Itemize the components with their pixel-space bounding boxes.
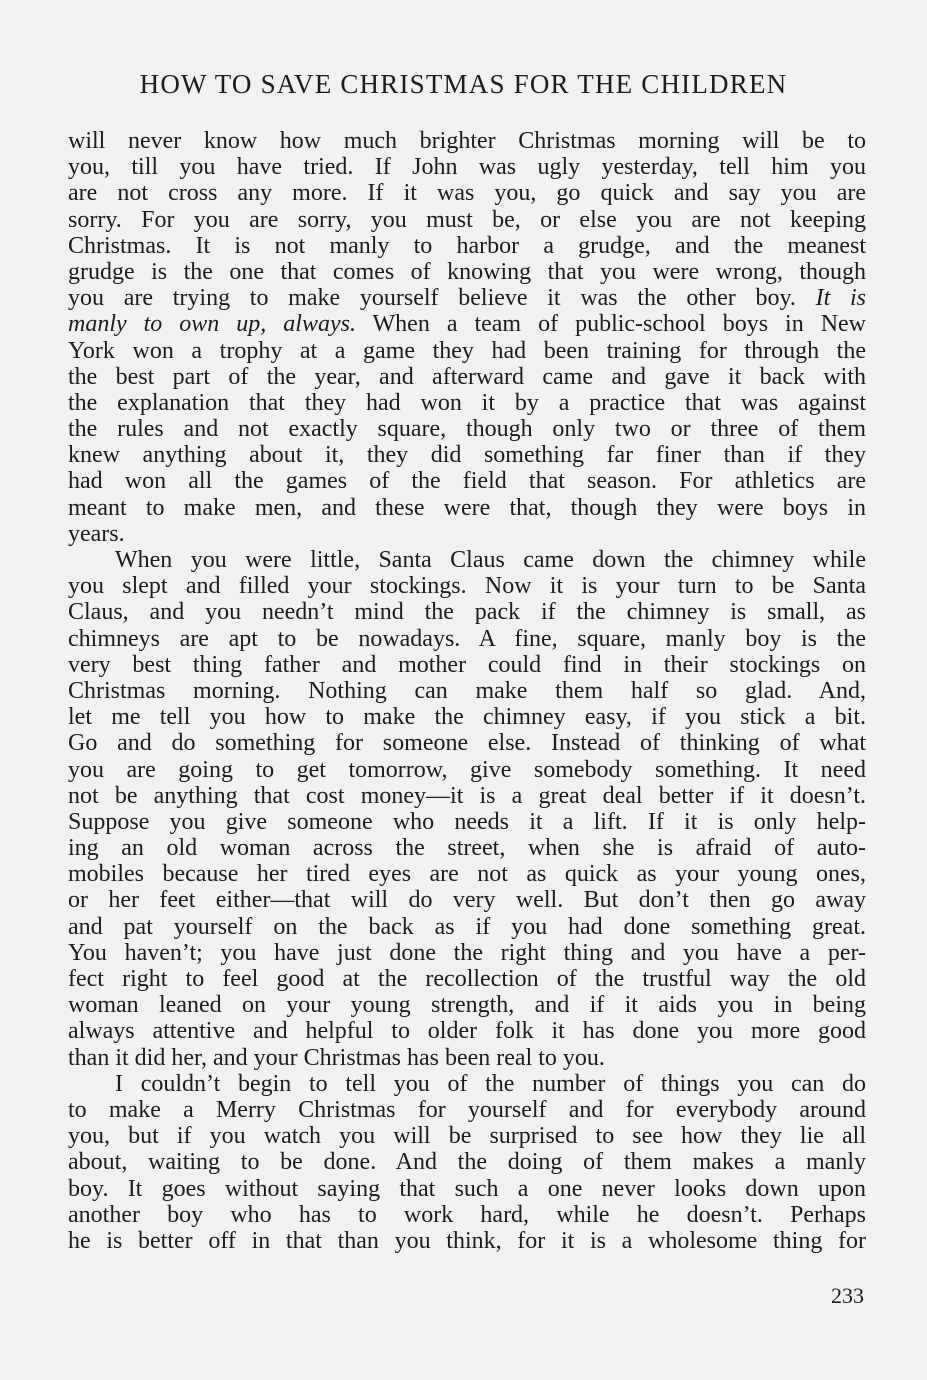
text-line	[68, 1228, 866, 1254]
text-line	[68, 180, 866, 206]
text-line	[68, 652, 866, 678]
text-run: ing an old woman across the street, when she is afraid of auto-	[68, 835, 866, 862]
text-run: very best thing father and mother could find in their stockings on	[68, 651, 866, 678]
text-run: Go and do something for someone else. Instead of thinking of what	[68, 730, 866, 757]
text-run: chimneys are apt to be nowadays. A fine, square, manly boy is the	[68, 625, 866, 652]
text-line	[68, 338, 866, 364]
text-run: years.	[68, 520, 125, 547]
text-run: sorry. For you are sorry, you must be, or else you are not keeping	[68, 206, 866, 233]
text-run: and pat yourself on the back as if you had done something great.	[68, 913, 866, 940]
text-run: will never know how much brighter Christmas morning will be to	[68, 128, 866, 154]
text-line	[68, 809, 866, 835]
text-run: the explanation that they had won it by a practice that was against	[68, 389, 866, 416]
text-line	[68, 992, 866, 1018]
text-line	[68, 783, 866, 809]
text-run: you, till you have tried. If John was ugly yesterday, tell him you	[68, 154, 866, 181]
italic-text: It is	[815, 285, 866, 312]
text-run: Suppose you give someone who needs it a lift. If it is only help-	[68, 808, 866, 835]
text-line	[68, 730, 866, 756]
text-line	[68, 390, 866, 416]
text-run: Christmas. It is not manly to harbor a grudge, and the meanest	[68, 232, 866, 259]
text-run: another boy who has to work hard, while he doesn’t. Perhaps	[68, 1201, 866, 1228]
text-line	[68, 1045, 866, 1071]
text-line	[68, 285, 866, 311]
text-run: fect right to feel good at the recollection of the trustful way the old	[68, 966, 866, 992]
text-line	[68, 599, 866, 625]
text-run: When a team of public-school boys in New	[355, 311, 867, 338]
text-line	[68, 521, 866, 547]
text-line	[68, 128, 866, 154]
paragraph	[68, 547, 866, 1071]
text-line	[68, 914, 866, 940]
text-line	[68, 757, 866, 783]
text-line	[68, 1176, 866, 1202]
text-line	[68, 626, 866, 652]
paragraph	[68, 128, 866, 547]
text-line	[68, 154, 866, 180]
text-line	[68, 704, 866, 730]
text-run: When you were little, Santa Claus came down the chimney while	[115, 547, 866, 573]
text-line	[68, 678, 866, 704]
text-run: the best part of the year, and afterward came and gave it back with	[68, 363, 866, 390]
text-line	[68, 1018, 866, 1044]
text-run: mobiles because her tired eyes are not as quick as your young ones,	[68, 861, 866, 888]
text-line	[68, 468, 866, 494]
text-line	[68, 416, 866, 442]
text-run: than it did her, and your Christmas has been real to you.	[68, 1044, 605, 1071]
text-run: you are trying to make yourself believe it was the other boy.	[68, 285, 816, 312]
text-run: Christmas morning. Nothing can make them half so glad. And,	[68, 677, 866, 704]
text-line	[68, 1123, 866, 1149]
text-line	[68, 364, 866, 390]
text-line	[68, 311, 866, 337]
text-line	[68, 573, 866, 599]
text-line	[68, 1202, 866, 1228]
text-run: the rules and not exactly square, though only two or three of them	[68, 416, 866, 443]
text-run: had won all the games of the field that season. For athletics are	[68, 468, 866, 495]
text-run: always attentive and helpful to older folk it has done you more good	[68, 1018, 866, 1045]
text-run: you, but if you watch you will be surprised to see how they lie all	[68, 1123, 866, 1150]
text-run: you slept and filled your stockings. Now it is your turn to be Santa	[68, 573, 866, 600]
text-run: I couldn’t begin to tell you of the number of things you can do	[115, 1070, 866, 1097]
text-run: he is better off in that than you think, for it is a wholesome thing for	[68, 1227, 866, 1254]
text-line	[68, 495, 866, 521]
paragraph	[68, 1071, 866, 1254]
text-run: about, waiting to be done. And the doing of them makes a manly	[68, 1149, 866, 1176]
running-head: HOW TO SAVE CHRISTMAS FOR THE CHILDREN	[139, 69, 788, 99]
text-line	[68, 835, 866, 861]
text-run: boy. It goes without saying that such a one never looks down upon	[68, 1175, 866, 1202]
text-line	[68, 887, 866, 913]
text-run: woman leaned on your young strength, and if it aids you in being	[68, 992, 866, 1019]
text-run: to make a Merry Christmas for yourself and for everybody around	[68, 1096, 866, 1123]
text-run: let me tell you how to make the chimney easy, if you stick a bit.	[68, 704, 866, 731]
text-line	[68, 1071, 866, 1097]
text-line	[68, 1097, 866, 1123]
text-line	[68, 442, 866, 468]
text-line	[68, 547, 866, 573]
text-run: Claus, and you needn’t mind the pack if the chimney is small, as	[68, 599, 866, 626]
text-run: knew anything about it, they did something far finer than if they	[68, 442, 866, 469]
text-run: York won a trophy at a game they had been training for through the	[68, 337, 866, 364]
text-run: grudge is the one that comes of knowing that you were wrong, though	[68, 258, 866, 285]
text-line	[68, 233, 866, 259]
text-run: not be anything that cost money—it is a great deal better if it doesn’t.	[68, 782, 866, 809]
text-run: you are going to get tomorrow, give somebody something. It need	[68, 756, 866, 783]
text-run: are not cross any more. If it was you, go quick and say you are	[68, 180, 866, 207]
page-number: 233	[831, 1283, 864, 1308]
text-run: You haven’t; you have just done the right thing and you have a per-	[68, 939, 866, 966]
italic-text: manly to own up, always.	[68, 311, 356, 338]
text-line	[68, 966, 866, 992]
body-text	[68, 128, 866, 1254]
text-line	[68, 940, 866, 966]
text-line	[68, 207, 866, 233]
text-run: or her feet either—that will do very well. But don’t then go away	[68, 887, 866, 914]
text-line	[68, 861, 866, 887]
text-run: meant to make men, and these were that, though they were boys in	[68, 494, 866, 521]
text-line	[68, 259, 866, 285]
text-line	[68, 1149, 866, 1175]
